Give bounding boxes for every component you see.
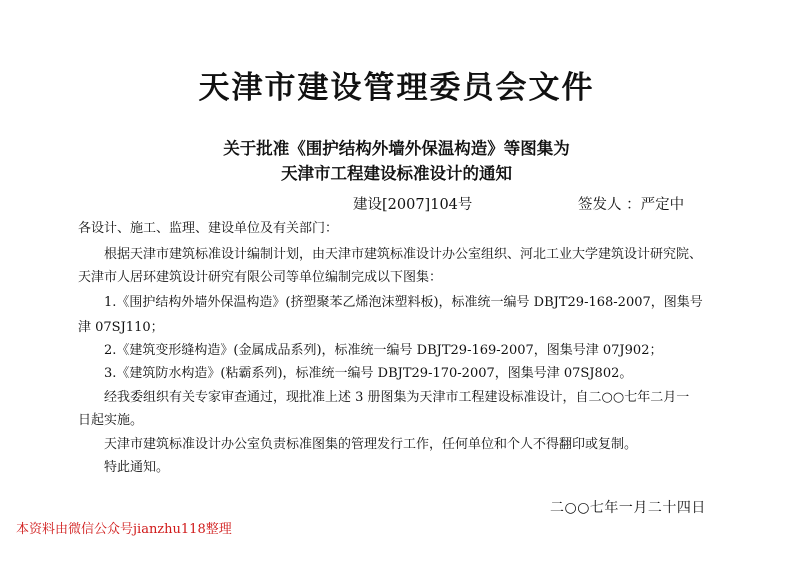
addressee: 各设计、施工、监理、建设单位及有关部门： <box>78 221 339 236</box>
notice-subject-line-2: 天津市工程建设标准设计的通知 <box>281 164 512 183</box>
paragraph-3: 天津市建筑标准设计办公室负责标准图集的管理发行工作，任何单位和个人不得翻印或复制。 <box>104 437 638 452</box>
paragraph-2-line-2: 日起实施。 <box>78 413 144 428</box>
paragraph-1-line-2: 天津市人居环建筑设计研究有限公司等单位编制完成以下图集： <box>78 270 443 285</box>
paragraph-2-line-1: 经我委组织有关专家审查通过，现批准上述 3 册图集为天津市工程建设标准设计，自二○○七年二月一 <box>104 390 690 405</box>
document-number: 建设[2007]104号 <box>353 197 473 213</box>
list-item-2: 2.《建筑变形缝构造》(金属成品系列)，标准统一编号 DBJT29-169-2007，图集号津 07J902； <box>104 343 663 358</box>
closing-line: 特此通知。 <box>104 460 170 475</box>
list-item-1-line-2: 津 07SJ110； <box>78 320 164 335</box>
document-header-title: 天津市建设管理委员会文件 <box>198 70 595 106</box>
list-item-1-line-1: 1.《围护结构外墙外保温构造》(挤塑聚苯乙烯泡沫塑料板)，标准统一编号 DBJT29-168-2007，图集号 <box>104 295 703 310</box>
issue-date: 二○○七年一月二十四日 <box>550 500 706 516</box>
paragraph-1-line-1: 根据天津市建筑标准设计编制计划，由天津市建筑标准设计办公室组织、河北工业大学建筑设计研究院、 <box>104 247 703 262</box>
signer-line: 签发人 ：严定中 <box>578 197 685 213</box>
watermark-text: 本资料由微信公众号jianzhu118整理 <box>16 522 232 537</box>
notice-subject-line-1: 关于批准《围护结构外墙外保温构造》等图集为 <box>223 139 570 158</box>
list-item-3: 3.《建筑防水构造》(粘霸系列)，标准统一编号 DBJT29-170-2007，图集号津 07SJ802。 <box>104 366 633 381</box>
